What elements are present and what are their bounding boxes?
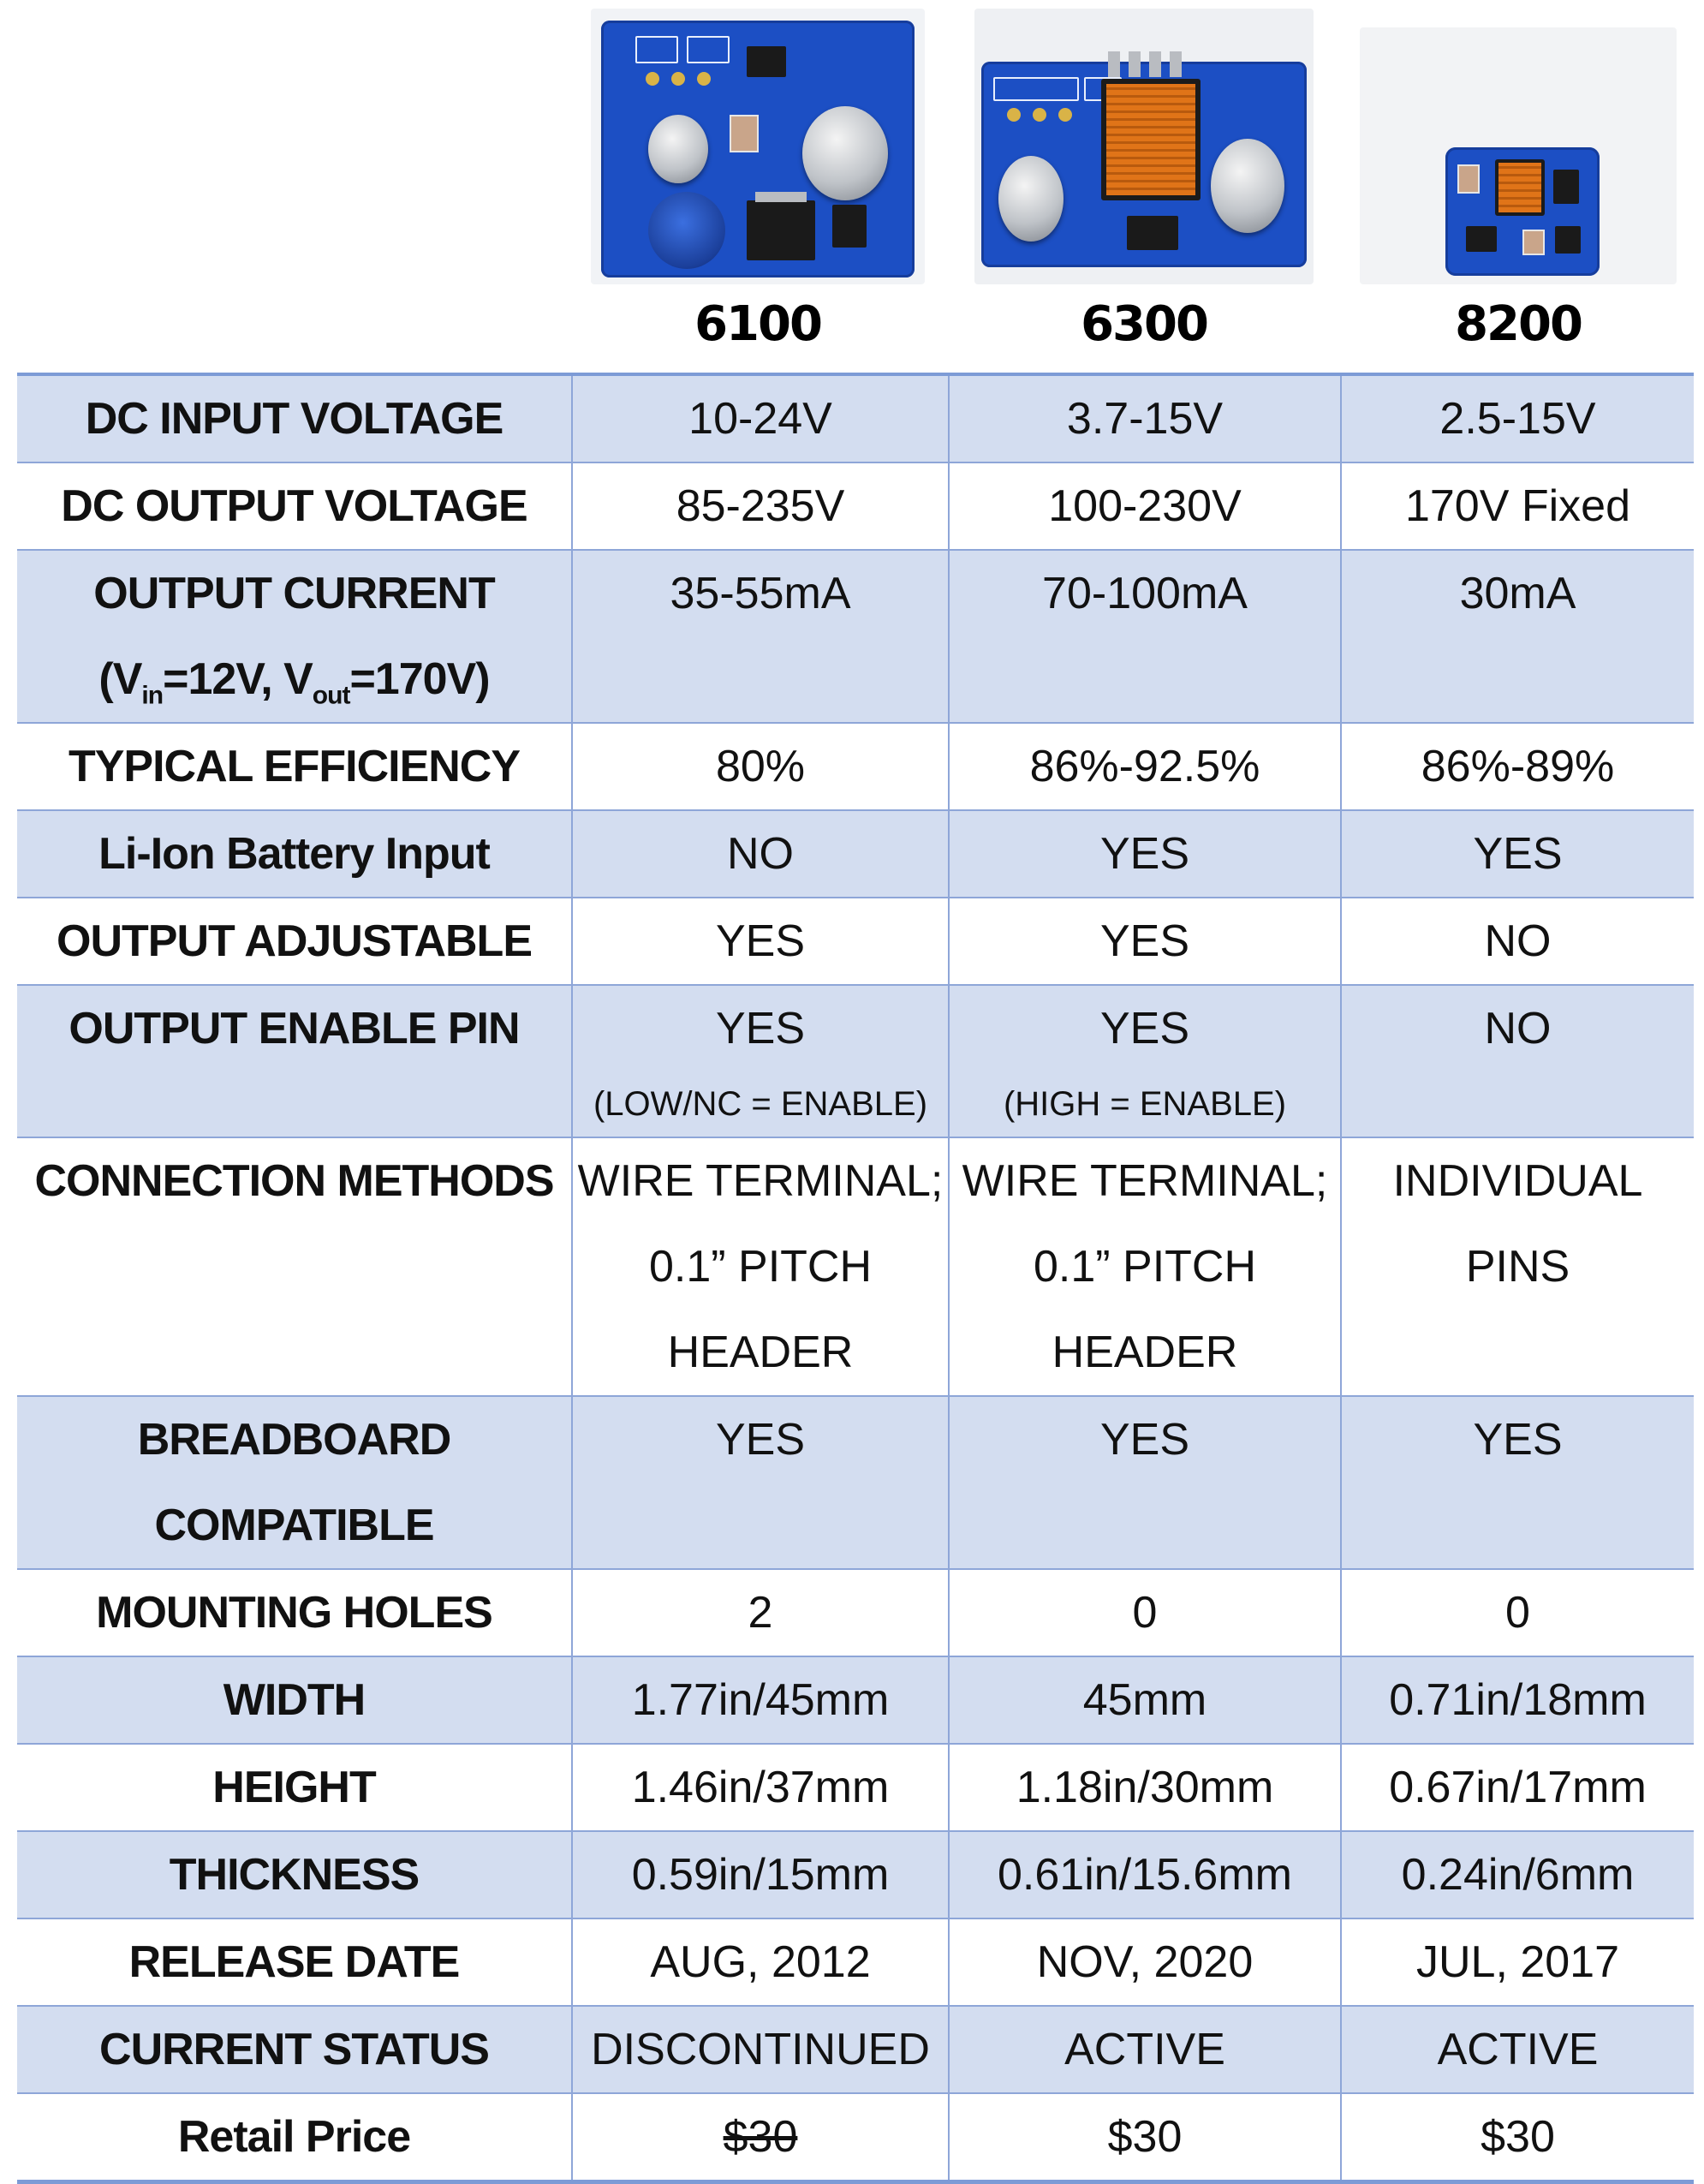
cell-6300: [949, 985, 1341, 1137]
struck-price: $30: [723, 2112, 798, 2162]
cell-6100: 35-55mA: [572, 550, 949, 723]
cell-8200: 170V Fixed: [1341, 462, 1694, 550]
pcb-6100-photo: [591, 9, 925, 284]
cell-6100: AUG, 2012: [572, 1918, 949, 2006]
cell-value: WIRE TERMINAL;: [962, 1156, 1328, 1206]
cell-6300: $30: [949, 2093, 1341, 2182]
cell-note: (LOW/NC = ENABLE): [593, 1085, 928, 1123]
cell-6100: 10-24V: [572, 374, 949, 462]
row-label: Li-Ion Battery Input: [17, 810, 572, 898]
pcb-6300-photo: [974, 9, 1314, 284]
label-subscript: in: [141, 681, 164, 710]
cell-value: INDIVIDUAL PINS: [1392, 1156, 1643, 1292]
cell-6100: 2: [572, 1569, 949, 1656]
cell-8200: 0.71in/18mm: [1341, 1656, 1694, 1744]
cell-6300: YES: [949, 898, 1341, 985]
label-part: =170V): [349, 654, 490, 704]
product-6300: [974, 9, 1314, 360]
cell-6100: [572, 985, 949, 1137]
cell-6100: NO: [572, 810, 949, 898]
product-model-6100: 6100: [694, 296, 821, 352]
cell-8200: NO: [1341, 898, 1694, 985]
cell-note: (HIGH = ENABLE): [1003, 1085, 1287, 1123]
cell-6300: YES: [949, 1396, 1341, 1569]
product-header: [0, 0, 1704, 373]
cell-6100: 85-235V: [572, 462, 949, 550]
cell-6100: 1.77in/45mm: [572, 1656, 949, 1744]
pcb-8200-photo: [1360, 27, 1677, 284]
cell-6100: YES: [572, 898, 949, 985]
cell-6300: NOV, 2020: [949, 1918, 1341, 2006]
cell-8200: ACTIVE: [1341, 2006, 1694, 2093]
cell-6300: 3.7-15V: [949, 374, 1341, 462]
row-label: DC INPUT VOLTAGE: [17, 374, 572, 462]
cell-value: YES: [715, 1004, 806, 1053]
row-label: TYPICAL EFFICIENCY: [17, 723, 572, 810]
row-label: OUTPUT ENABLE PIN: [17, 985, 572, 1137]
cell-8200: JUL, 2017: [1341, 1918, 1694, 2006]
cell-value: WIRE TERMINAL;: [577, 1156, 944, 1206]
cell-6100: [572, 2093, 949, 2182]
row-label-line1: OUTPUT CURRENT: [93, 569, 495, 618]
row-label: HEIGHT: [17, 1744, 572, 1831]
product-model-8200: 8200: [1455, 296, 1582, 352]
cell-8200: 0: [1341, 1569, 1694, 1656]
cell-6100: 1.46in/37mm: [572, 1744, 949, 1831]
table-row: [17, 462, 1694, 550]
row-label: RELEASE DATE: [17, 1918, 572, 2006]
table-row: [17, 723, 1694, 810]
cell-6300: YES: [949, 810, 1341, 898]
cell-value: NO: [1484, 1004, 1552, 1053]
table-row: [17, 2093, 1694, 2182]
table-row: [17, 898, 1694, 985]
cell-value-line2: 0.1” PITCH HEADER: [1033, 1242, 1257, 1377]
table-row: [17, 1918, 1694, 2006]
cell-8200: $30: [1341, 2093, 1694, 2182]
cell-6300: 100-230V: [949, 462, 1341, 550]
row-label: CURRENT STATUS: [17, 2006, 572, 2093]
table-row: [17, 985, 1694, 1137]
product-model-6300: 6300: [1081, 296, 1207, 352]
row-label: THICKNESS: [17, 1831, 572, 1918]
cell-6300: [949, 1137, 1341, 1396]
row-label-line2: [17, 636, 571, 722]
cell-6100: DISCONTINUED: [572, 2006, 949, 2093]
cell-6300: 1.18in/30mm: [949, 1744, 1341, 1831]
table-row: [17, 1744, 1694, 1831]
label-subscript: out: [312, 681, 350, 710]
row-label: WIDTH: [17, 1656, 572, 1744]
spec-comparison-table: [17, 373, 1694, 2184]
row-label: OUTPUT ADJUSTABLE: [17, 898, 572, 985]
cell-6300: 86%-92.5%: [949, 723, 1341, 810]
cell-6100: 80%: [572, 723, 949, 810]
cell-8200: 86%-89%: [1341, 723, 1694, 810]
label-part: =12V, V: [163, 654, 313, 704]
cell-value: YES: [1099, 1004, 1190, 1053]
cell-6100: 0.59in/15mm: [572, 1831, 949, 1918]
cell-value-line2: 0.1” PITCH HEADER: [648, 1242, 873, 1377]
row-label: CONNECTION METHODS: [17, 1137, 572, 1396]
table-row: [17, 374, 1694, 462]
row-label: [17, 550, 572, 723]
cell-6300: 0: [949, 1569, 1341, 1656]
cell-8200: [1341, 985, 1694, 1137]
cell-8200: [1341, 1137, 1694, 1396]
cell-6100: [572, 1137, 949, 1396]
table-row: [17, 1396, 1694, 1569]
cell-8200: 0.67in/17mm: [1341, 1744, 1694, 1831]
cell-6300: ACTIVE: [949, 2006, 1341, 2093]
table-row: [17, 1656, 1694, 1744]
cell-8200: YES: [1341, 1396, 1694, 1569]
row-label: DC OUTPUT VOLTAGE: [17, 462, 572, 550]
cell-6300: 0.61in/15.6mm: [949, 1831, 1341, 1918]
table-row: [17, 1137, 1694, 1396]
table-row: [17, 550, 1694, 723]
cell-8200: 30mA: [1341, 550, 1694, 723]
product-6100: [591, 9, 925, 360]
label-part: (V: [98, 654, 142, 704]
table-row: [17, 810, 1694, 898]
row-label: BREADBOARD COMPATIBLE: [17, 1396, 572, 1569]
row-label: Retail Price: [17, 2093, 572, 2182]
product-8200: [1360, 9, 1677, 360]
cell-6300: 70-100mA: [949, 550, 1341, 723]
cell-8200: YES: [1341, 810, 1694, 898]
table-row: [17, 1569, 1694, 1656]
cell-8200: 0.24in/6mm: [1341, 1831, 1694, 1918]
cell-6100: YES: [572, 1396, 949, 1569]
row-label: MOUNTING HOLES: [17, 1569, 572, 1656]
cell-6300: 45mm: [949, 1656, 1341, 1744]
table-row: [17, 1831, 1694, 1918]
cell-8200: 2.5-15V: [1341, 374, 1694, 462]
table-row: [17, 2006, 1694, 2093]
